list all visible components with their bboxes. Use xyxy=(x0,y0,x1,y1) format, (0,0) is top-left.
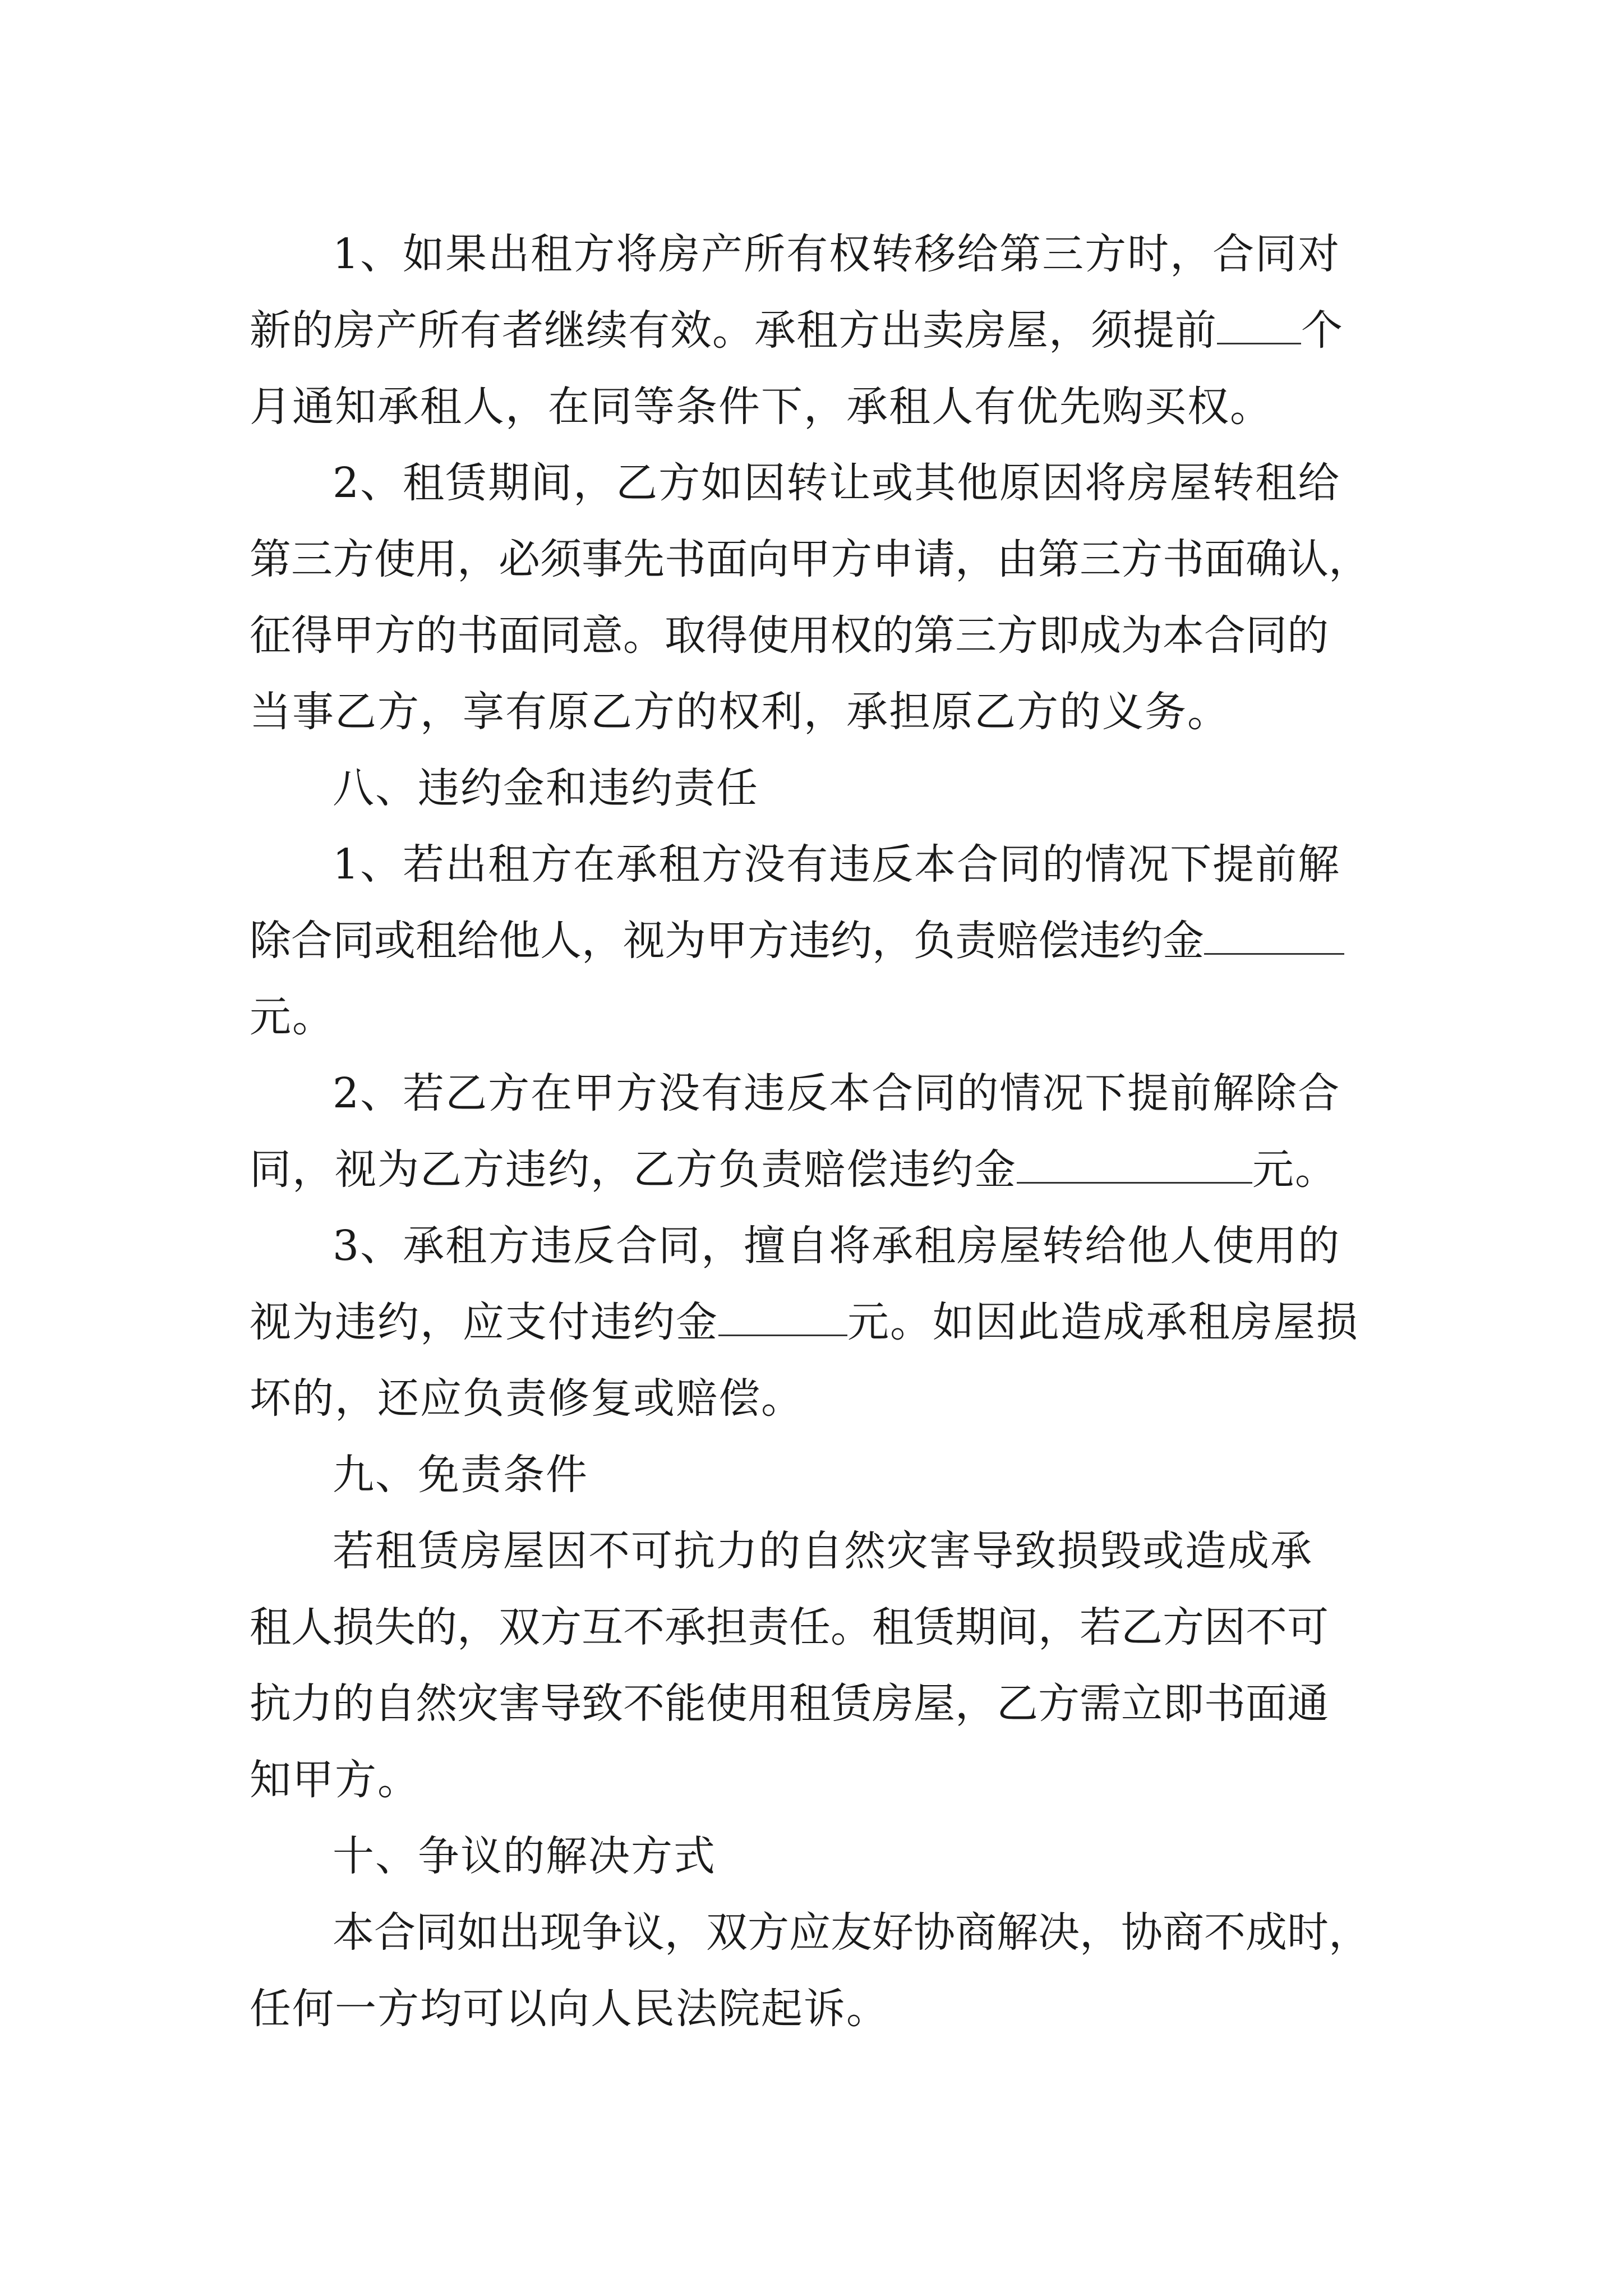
clause-8-2-line-1: 2、若乙方在甲方没有违反本合同的情况下提前解除合 xyxy=(333,1069,1341,1117)
clause-7-2-line-1: 2、租赁期间，乙方如因转让或其他原因将房屋转租给 xyxy=(333,459,1341,507)
clause-8-3-line-2: 视为违约，应支付违约金 元。如因此造成承租房屋损 xyxy=(250,1298,1359,1346)
section-9-heading: 九、免责条件 xyxy=(333,1451,588,1499)
clause-10-line-1: 本合同如出现争议，双方应友好协商解决，协商不成时， xyxy=(333,1908,1370,1957)
section-10-heading: 十、争议的解决方式 xyxy=(333,1832,716,1880)
clause-10-line-2: 任何一方均可以向人民法院起诉。 xyxy=(250,1985,889,2033)
fill-blank[interactable] xyxy=(1017,1146,1252,1184)
fill-blank[interactable] xyxy=(718,1299,847,1336)
fill-blank[interactable] xyxy=(1217,307,1301,344)
clause-9-line-4: 知甲方。 xyxy=(250,1756,420,1804)
clause-9-line-2: 租人损失的，双方互不承担责任。租赁期间，若乙方因不可 xyxy=(250,1603,1329,1651)
clause-7-2-line-2: 第三方使用，必须事先书面向甲方申请，由第三方书面确认， xyxy=(250,535,1370,583)
clause-8-1-line-1: 1、若出租方在承租方没有违反本合同的情况下提前解 xyxy=(333,840,1341,889)
clause-7-2-line-4: 当事乙方，享有原乙方的权利，承担原乙方的义务。 xyxy=(250,688,1230,736)
clause-9-line-3: 抗力的自然灾害导致不能使用租赁房屋，乙方需立即书面通 xyxy=(250,1680,1329,1728)
clause-7-1-line-2: 新的房产所有者继续有效。承租方出卖房屋，须提前 个 xyxy=(250,306,1343,355)
clause-8-1-line-2: 除合同或租给他人，视为甲方违约，负责赔偿违约金 xyxy=(250,903,1344,979)
clause-7-1-line-1: 1、如果出租方将房产所有权转移给第三方时，合同对 xyxy=(333,230,1341,278)
clause-8-2-line-2: 同，视为乙方违约，乙方负责赔偿违约金 元。 xyxy=(250,1145,1338,1194)
clause-7-2-line-3: 征得甲方的书面同意。取得使用权的第三方即成为本合同的 xyxy=(250,611,1329,660)
clause-9-line-1: 若租赁房屋因不可抗力的自然灾害导致损毁或造成承 xyxy=(333,1527,1313,1575)
fill-blank[interactable] xyxy=(1204,917,1344,955)
clause-8-3-line-3: 坏的，还应负责修复或赔偿。 xyxy=(250,1374,804,1423)
clause-8-3-line-1: 3、承租方违反合同，擅自将承租房屋转给他人使用的 xyxy=(333,1222,1341,1270)
clause-7-1-line-3: 月通知承租人，在同等条件下，承租人有优先购买权。 xyxy=(250,383,1272,431)
section-8-heading: 八、违约金和违约责任 xyxy=(333,764,759,812)
clause-8-1-line-3: 元。 xyxy=(250,993,335,1041)
